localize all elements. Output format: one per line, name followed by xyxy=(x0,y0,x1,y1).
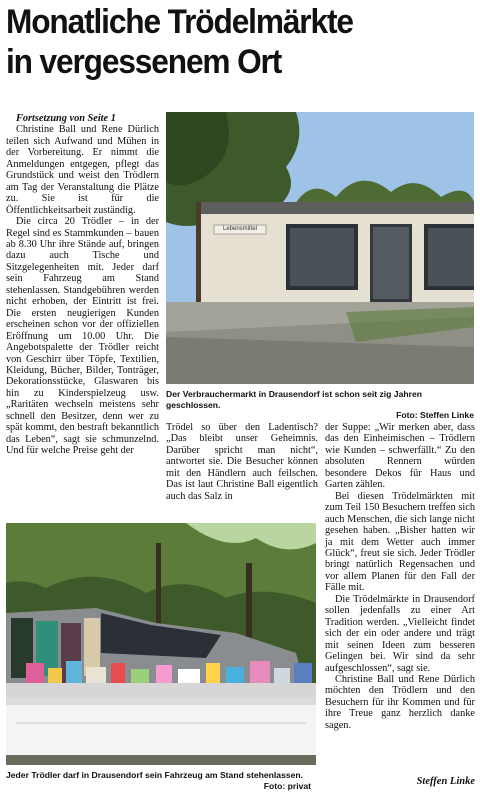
supermarket-caption-text: Der Verbrauchermarkt in Drausendorf ist schon seit zig Jahren geschlossen. xyxy=(166,389,422,410)
column-1-paragraph-2: Die circa 20 Trödler – in der Regel sind es Stammkunden – bauen ab 8.30 Uhr ihre Stände auf, bringen dazu auch Tische und Sitzgelegenheiten mit. Jeder darf sein Fahrzeug am Stand stehenlassen. Standgebühren werden nicht erhoben, der Eintritt ist frei. Die ersten neugierigen Kunden erscheinen schon vor der offiziellen Eröffnung um 10.00 Uhr. Die Angebotspalette der Trödler reicht von Geschirr über Töpfe, Textilien, Kleidung, Bücher, Bilder, Tonträger, Dekorationsstücke, Glaswaren bis hin zu Kinderspielzeug usw. „Raritäten wechseln meistens sehr schnell den Besitzer, denn wer zu spät kommt, den bestraft bekanntlich das Leben“, sagt sie schmunzelnd. Und für welche Preise geht der xyxy=(6,216,159,457)
flea-market-caption-text: Jeder Trödler darf in Drausendorf sein Fahrzeug am Stand stehenlassen. xyxy=(6,770,304,780)
author-byline: Steffen Linke xyxy=(416,776,475,787)
flea-market-photo-image xyxy=(6,523,316,765)
flea-market-photo-credit: Foto: privat xyxy=(263,780,311,791)
article-column-2 xyxy=(166,422,318,502)
supermarket-photo-image xyxy=(166,112,474,384)
article-column-1 xyxy=(6,113,159,457)
column-3-paragraph-4: Christine Ball und Rene Dürlich möchten den Trödlern und den Besuchern für ihr Kommen und für ihre Treue ganz herzlich danke sagen. xyxy=(325,673,475,731)
supermarket-caption xyxy=(166,389,474,421)
article-column-3 xyxy=(325,422,475,731)
column-3-paragraph-2: Bei diesen Trödelmärkten mit zum Teil 150 Besuchern treffen sich auch Menschen, die sich lange nicht gesehen haben. „Bisher hatten wir ja mit dem Wetter auch immer Glück“, freut sie sich. Jeder Trödler bringt natürlich Regensachen und vor allem Planen für den Fall der Fälle mit. xyxy=(325,490,475,594)
headline-line-1: Monatliche Trödelmärkte xyxy=(6,3,353,41)
headline-line-2: in vergessenem Ort xyxy=(6,43,282,81)
supermarket-sign-text: Lebensmittel xyxy=(222,226,258,232)
supermarket-photo xyxy=(166,112,474,384)
flea-market-caption xyxy=(6,770,311,791)
column-1-paragraph-1: Christine Ball und Rene Dürlich teilen sich Aufwand und Mühen in der Vorbereitung. Er nimmt die Anmeldungen entgegen, pflegt das Grundstück und weist den Trödlern am Tag der Veranstaltung die Plätze zu. Sie ist für die Öffentlichkeitsarbeit zuständig. xyxy=(6,124,159,216)
headline xyxy=(6,2,443,82)
continuation-note: Fortsetzung von Seite 1 xyxy=(16,113,116,124)
supermarket-photo-credit: Foto: Steffen Linke xyxy=(396,410,474,420)
column-3-paragraph-3: Die Trödelmärkte in Drausendorf sollen jedenfalls zu einer Art Tradition werden. „Vielleicht findet sich der ein oder andere und trägt mit seinen Ideen zum besseren Gelingen bei. Wir sind da sehr aufgeschlossen“, sagt sie. xyxy=(325,593,475,674)
flea-market-photo xyxy=(6,523,316,765)
column-3-paragraph-1: der Suppe: „Wir merken aber, dass das den Einheimischen – Trödlern wie Kunden – schwerfällt.“ Zu den absoluten Rennern würden besondere Dekos für Haus und Garten zählen. xyxy=(325,422,475,491)
column-2-paragraph-1: Trödel so über den Ladentisch? „Das bleibt unser Geheimnis. Darüber spricht man nicht“, antwortet sie. Die Besucher können mit den Händlern auch feilschen. Das ist laut Christine Ball eigentlich auch das Salz in xyxy=(166,422,318,502)
